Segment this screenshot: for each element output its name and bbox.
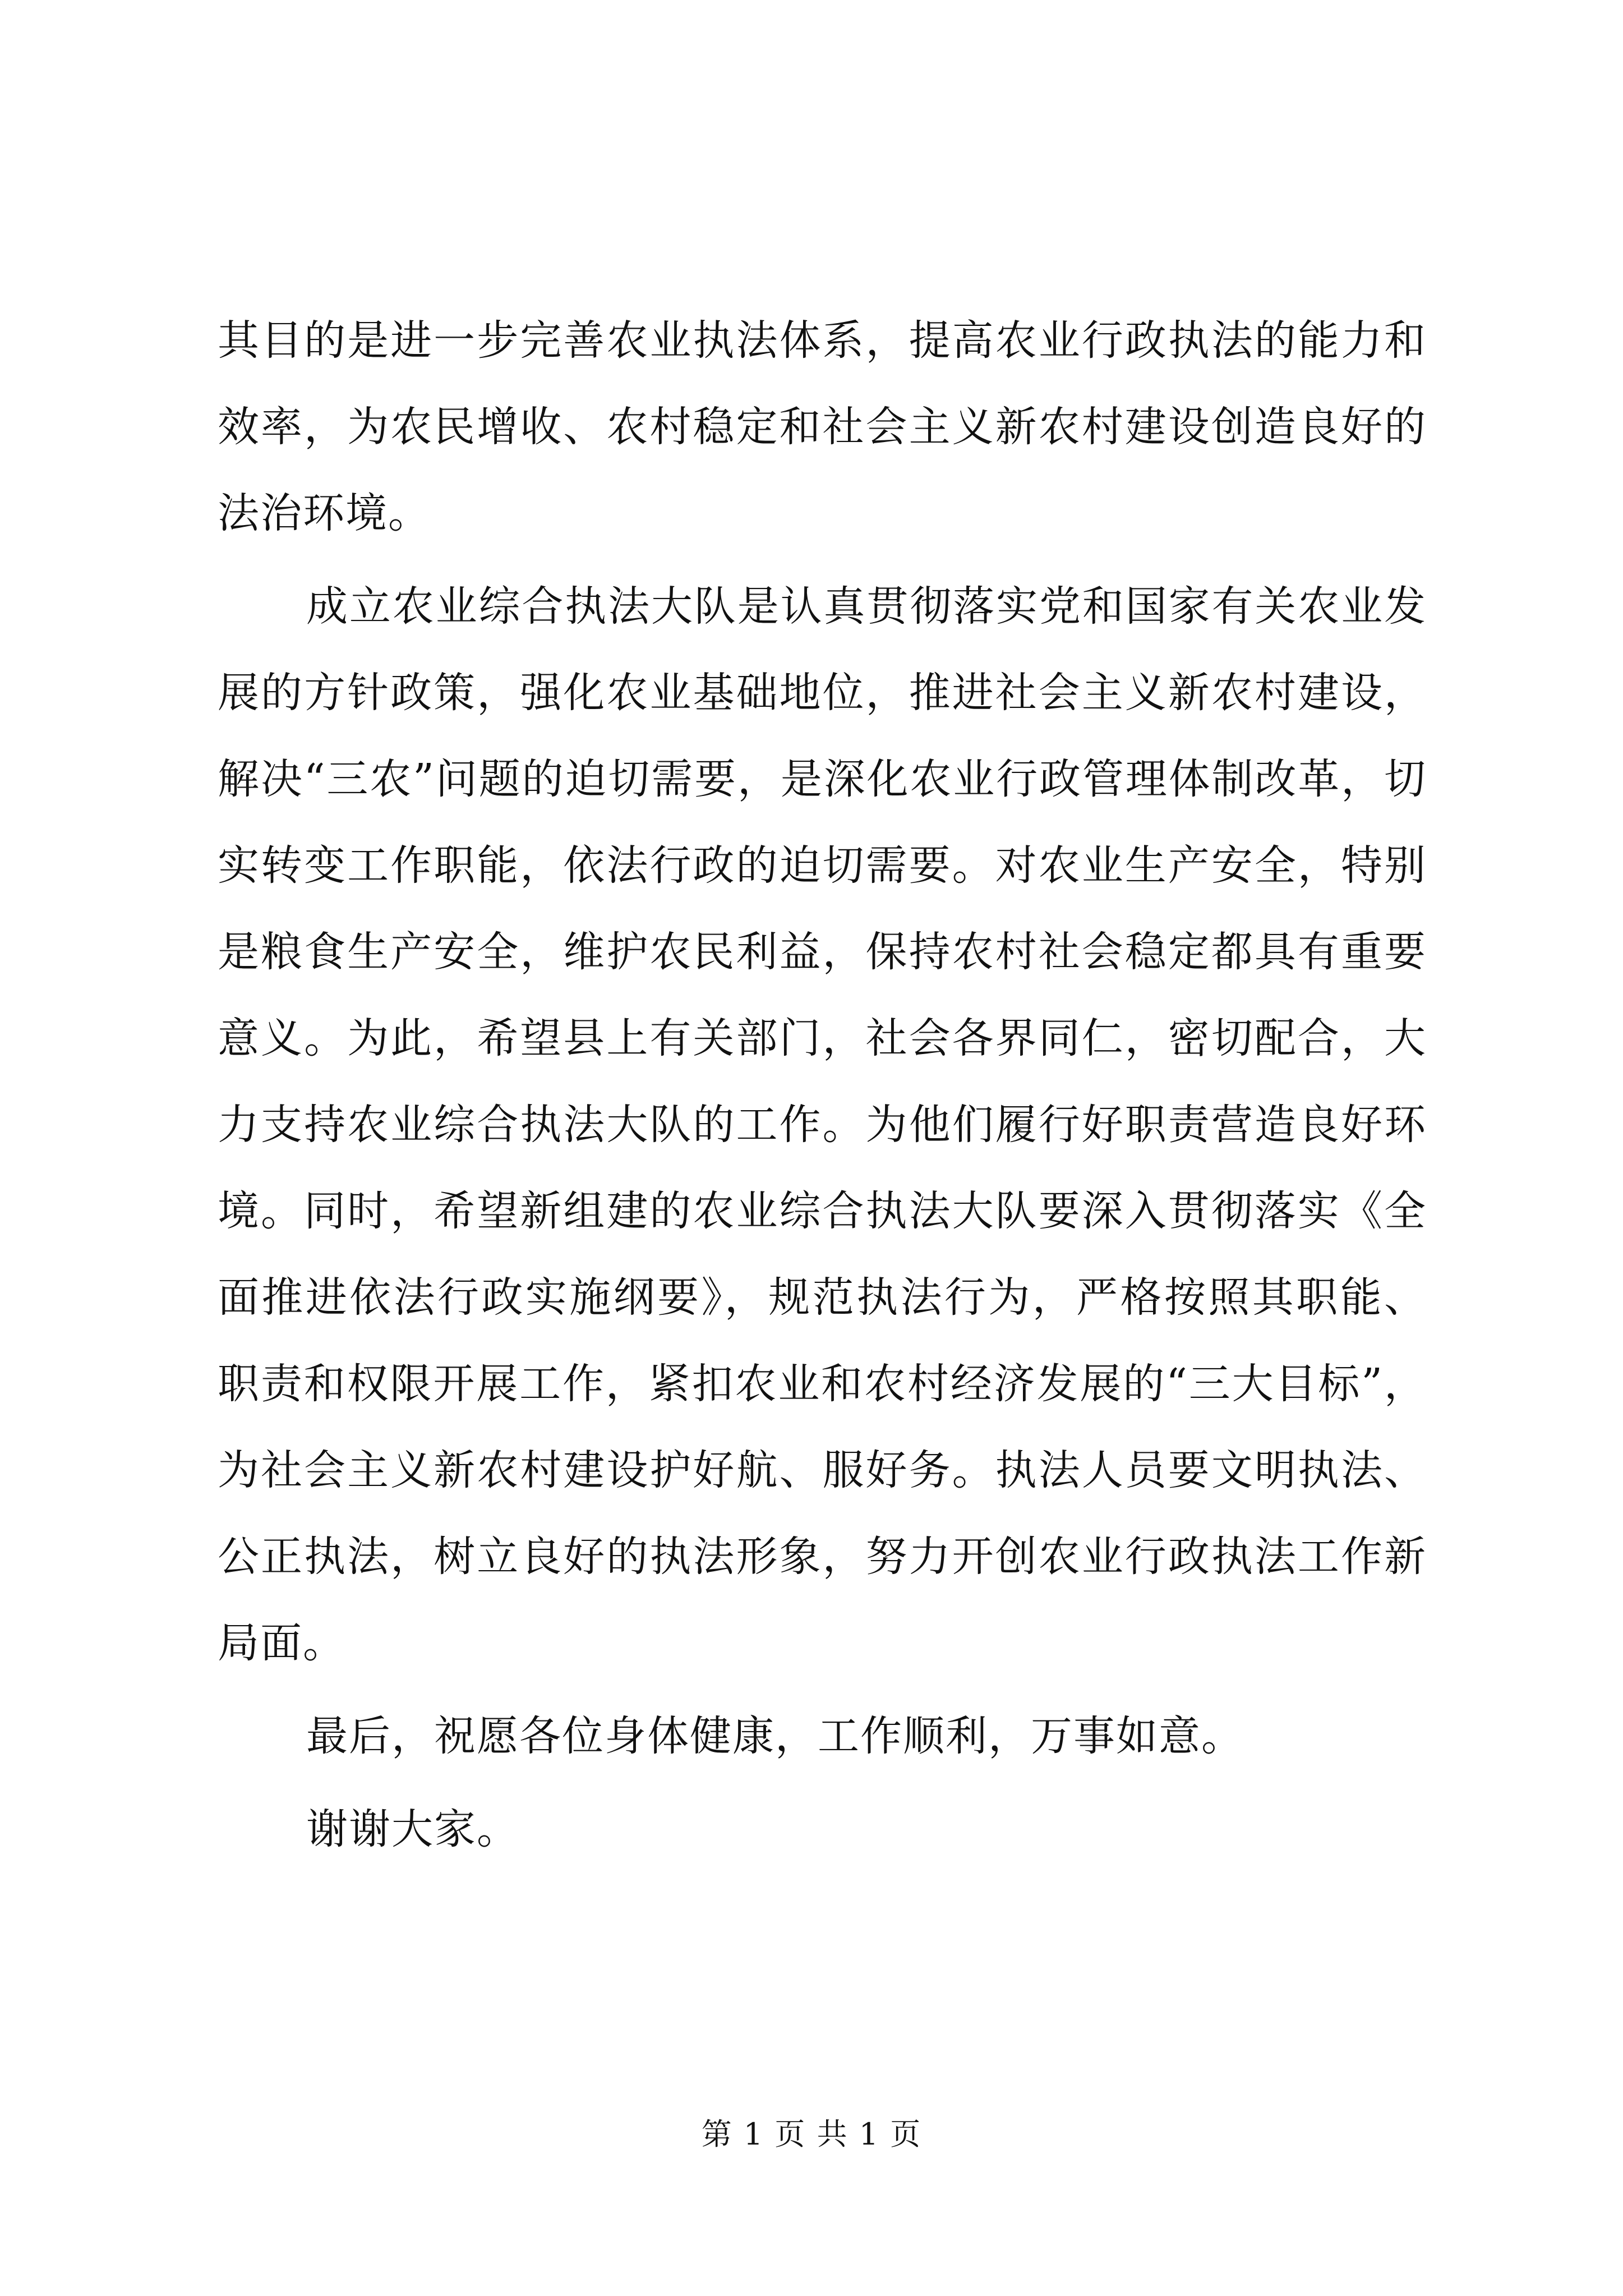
paragraph-thanks: 谢谢大家。 bbox=[306, 1805, 519, 1853]
document-body bbox=[218, 297, 1427, 1879]
paragraph-purpose: 其目的是进一步完善农业执法体系，提高农业行政执法的能力和效率，为农民增收、农村稳定和社会主义新农村建设创造良好的法治环境。 bbox=[218, 316, 1427, 537]
page-number-footer: 第 1 页 共 1 页 bbox=[701, 2116, 922, 2152]
paragraph-main-body: 成立农业综合执法大队是认真贯彻落实党和国家有关农业发展的方针政策，强化农业基础地位，推进社会主义新农村建设，解决“三农”问题的迫切需要，是深化农业行政管理体制改革，切实转变工作职能，依法行政的迫切需要。对农业生产安全，特别是粮食生产安全，维护农民利益，保持农村社会稳定都具有重要意义。为此，希望县上有关部门，社会各界同仁，密切配合，大力支持农业综合执法大队的工作。为他们履行好职责营造良好环境。同时，希望新组建的农业综合执法大队要深入贯彻落实《全面推进依法行政实施纲要》，规范执法行为，严格按照其职能、职责和权限开展工作，紧扣农业和农村经济发展的“三大目标”，为社会主义新农村建设护好航、服好务。执法人员要文明执法、公正执法，树立良好的执法形象，努力开创农业行政执法工作新局面。 bbox=[218, 582, 1427, 1667]
paragraph-closing-wishes: 最后，祝愿各位身体健康，工作顺利，万事如意。 bbox=[306, 1712, 1244, 1760]
